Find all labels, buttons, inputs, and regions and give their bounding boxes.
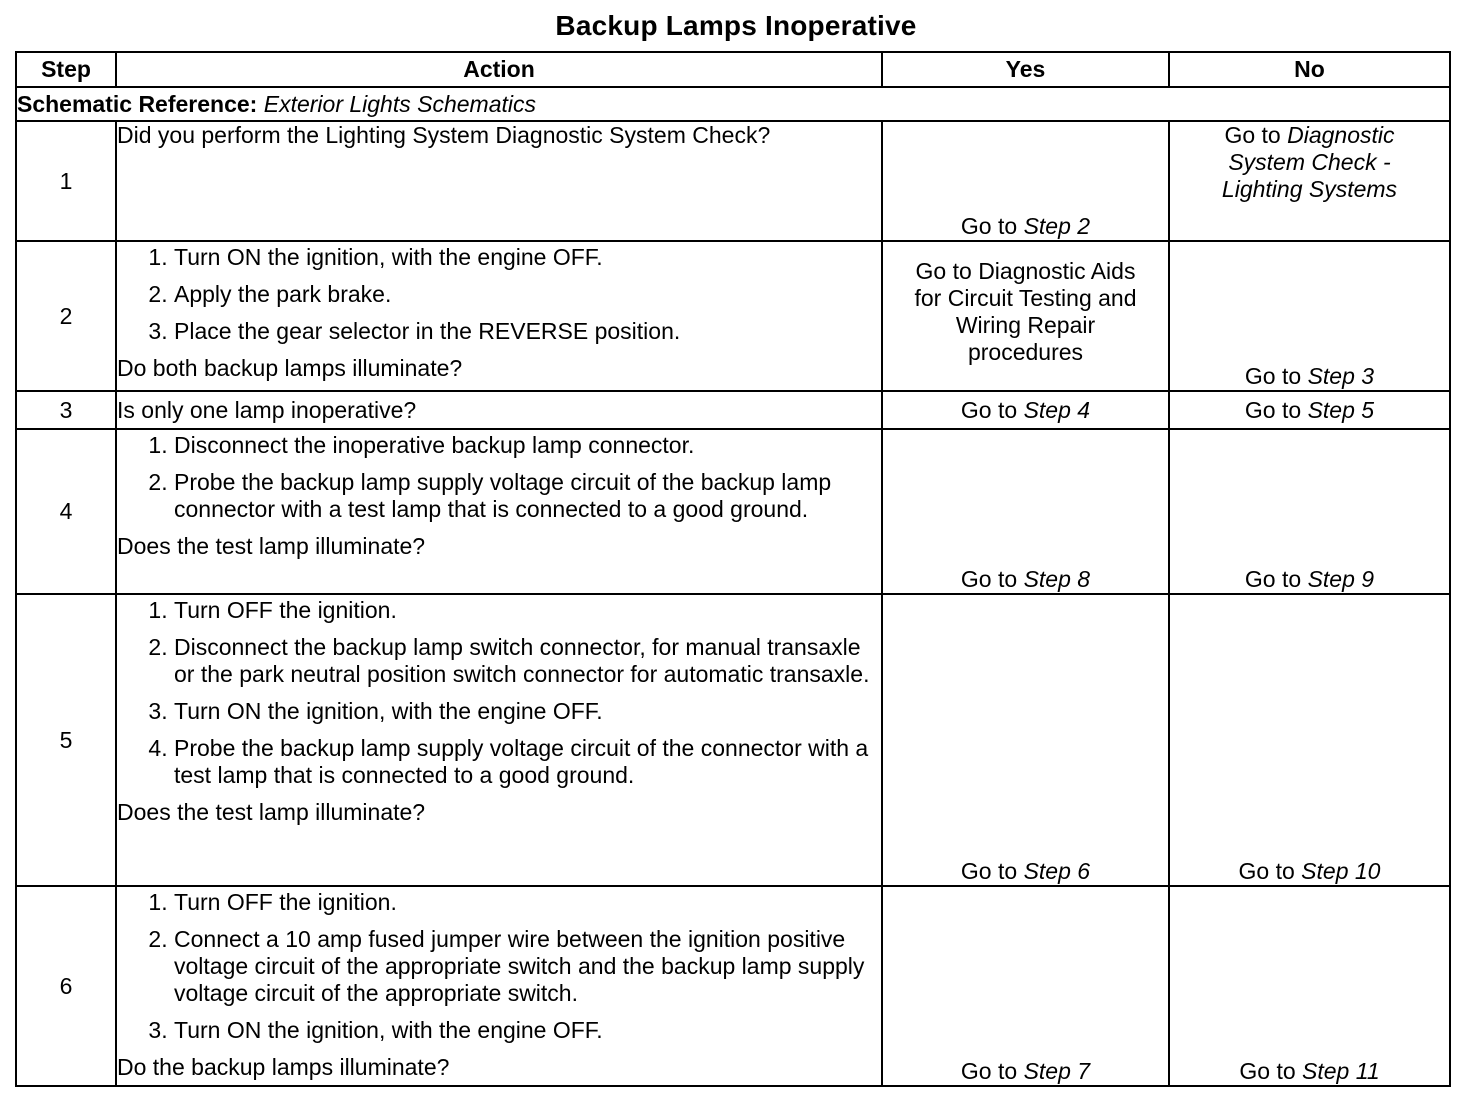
yes-cell — [882, 594, 1169, 886]
no-target: Step 3 — [1307, 363, 1375, 389]
table-row — [16, 121, 1450, 241]
action-step-item: 2. Apply the park brake. — [174, 281, 881, 308]
yes-target: Step 4 — [1023, 396, 1091, 423]
diagnostic-table — [15, 51, 1451, 1087]
action-step-item: 3. Turn ON the ignition, with the engine OFF. — [174, 1017, 881, 1044]
yes-prefix: Go to — [960, 396, 1018, 423]
step-number: 4 — [16, 429, 116, 594]
schematic-reference-label: Schematic Reference: — [17, 90, 258, 117]
no-prefix: Go to — [1244, 396, 1302, 423]
table-row — [16, 886, 1450, 1086]
table-row — [16, 429, 1450, 594]
table-row — [16, 594, 1450, 886]
no-cell — [1169, 429, 1450, 594]
action-step-item: 1. Turn OFF the ignition. — [174, 889, 881, 916]
action-steps — [117, 432, 881, 523]
no-target: Diagnostic System Check - Lighting Systems — [1221, 122, 1398, 202]
yes-prefix: Go to — [960, 213, 1018, 239]
no-target: Step 10 — [1301, 858, 1381, 884]
no-prefix: Go to — [1244, 363, 1302, 389]
action-cell — [116, 241, 882, 391]
action-cell — [116, 886, 882, 1086]
action-step-item: 3. Turn ON the ignition, with the engine OFF. — [174, 698, 881, 725]
yes-target: Step 6 — [1023, 858, 1091, 884]
no-cell — [1169, 594, 1450, 886]
action-cell — [116, 121, 882, 241]
action-steps — [117, 597, 881, 789]
action-question: Do the backup lamps illuminate? — [117, 1054, 450, 1080]
header-action: Action — [116, 52, 882, 87]
schematic-reference-row — [16, 87, 1450, 121]
action-question: Did you perform the Lighting System Diagnostic System Check? — [117, 122, 771, 148]
yes-target: Step 2 — [1023, 213, 1091, 239]
header-no: No — [1169, 52, 1450, 87]
schematic-reference-link: Exterior Lights Schematics — [263, 90, 537, 117]
action-cell — [116, 594, 882, 886]
action-question: Does the test lamp illuminate? — [117, 799, 426, 825]
yes-cell — [882, 241, 1169, 391]
no-prefix: Go to — [1224, 122, 1281, 148]
no-target: Step 9 — [1307, 566, 1375, 592]
step-number: 3 — [16, 391, 116, 429]
no-target: Step 11 — [1302, 1058, 1380, 1084]
action-question: Does the test lamp illuminate? — [117, 533, 426, 559]
action-question: Do both backup lamps illuminate? — [117, 355, 463, 381]
table-header-row — [16, 52, 1450, 87]
no-cell — [1169, 391, 1450, 429]
yes-prefix: Go to — [960, 566, 1018, 592]
action-steps — [117, 889, 881, 1044]
step-number: 1 — [16, 121, 116, 241]
action-cell — [116, 391, 882, 429]
table-row — [16, 241, 1450, 391]
yes-prefix: Go to — [960, 1058, 1018, 1084]
action-step-item: 1. Turn ON the ignition, with the engine OFF. — [174, 244, 881, 271]
action-step-item: 3. Place the gear selector in the REVERSE position. — [174, 318, 881, 345]
table-row — [16, 391, 1450, 429]
step-number: 2 — [16, 241, 116, 391]
no-cell — [1169, 121, 1450, 241]
action-step-item: 1. Turn OFF the ignition. — [174, 597, 881, 624]
no-cell — [1169, 241, 1450, 391]
action-cell — [116, 429, 882, 594]
action-step-item: 1. Disconnect the inoperative backup lamp connector. — [174, 432, 881, 459]
yes-target: Step 7 — [1023, 1058, 1091, 1084]
yes-prefix: Go to — [960, 858, 1018, 884]
action-step-item: 2. Connect a 10 amp fused jumper wire between the ignition positive voltage circuit of the appropriate switch and the backup lamp supply voltage circuit of the appropriate switch. — [174, 926, 881, 1007]
schematic-reference — [16, 87, 1450, 121]
yes-cell — [882, 391, 1169, 429]
action-step-item: 2. Probe the backup lamp supply voltage circuit of the backup lamp connector with a test lamp that is connected to a good ground. — [174, 469, 881, 523]
no-prefix: Go to — [1244, 566, 1302, 592]
no-cell — [1169, 886, 1450, 1086]
header-step: Step — [16, 52, 116, 87]
action-steps — [117, 244, 881, 345]
yes-target: Step 8 — [1023, 566, 1091, 592]
yes-cell — [882, 429, 1169, 594]
page-title: Backup Lamps Inoperative — [555, 10, 917, 41]
header-yes: Yes — [882, 52, 1169, 87]
action-step-item: 4. Probe the backup lamp supply voltage circuit of the connector with a test lamp that is connected to a good ground. — [174, 735, 881, 789]
yes-cell — [882, 886, 1169, 1086]
yes-prefix: Go to Diagnostic Aids for Circuit Testing and Wiring Repair procedures — [914, 258, 1137, 365]
step-number: 6 — [16, 886, 116, 1086]
step-number: 5 — [16, 594, 116, 886]
yes-cell — [882, 121, 1169, 241]
no-prefix: Go to — [1238, 858, 1295, 884]
action-step-item: 2. Disconnect the backup lamp switch connector, for manual transaxle or the park neutral position switch connector for automatic transaxle. — [174, 634, 881, 688]
no-target: Step 5 — [1307, 396, 1375, 423]
no-prefix: Go to — [1239, 1058, 1296, 1084]
action-question: Is only one lamp inoperative? — [117, 396, 417, 423]
